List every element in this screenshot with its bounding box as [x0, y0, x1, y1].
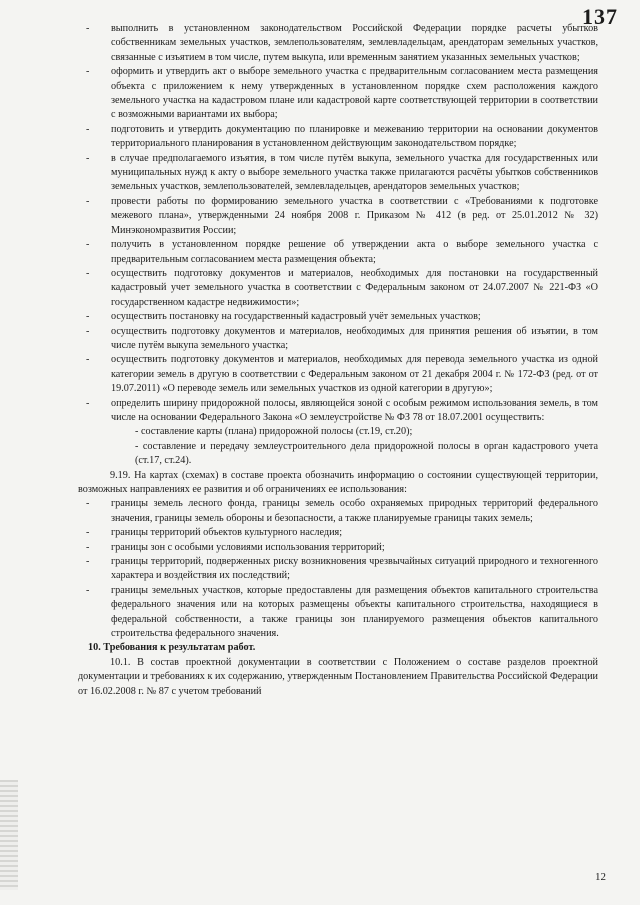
- list-item: - оформить и утвердить акт о выборе земельного участка с предварительным согласованием места размещения объекта с приложением к нему утвержденных в установленном порядке схем расположения каждого земельного участка на кадастровом плане или кадастровой карте соответствующей территории в соответствии с возможными вариантами их выбора;: [78, 65, 598, 123]
- sub-list-item: - составление и передачу землеустроительного дела придорожной полосы в орган кадастрового учета (ст.17, ст.24).: [135, 440, 598, 467]
- requirements-list: [78, 22, 598, 425]
- list-item: - границы территорий объектов культурного наследия;: [78, 526, 598, 540]
- footer-page-number: 12: [595, 871, 606, 883]
- list-item: - осуществить подготовку документов и материалов, необходимых для перевода земельного участка из одной категории земель в другую в соответствии с Федеральным законом от 21 декабря 2004 г. № 172-ФЗ (ред. от от 19.07.2011) «О переводе земель или земельных участков из одной категории в другую»;: [78, 353, 598, 396]
- list-item: - границы зон с особыми условиями использования территорий;: [78, 541, 598, 555]
- list-item: - границы земель лесного фонда, границы земель особо охраняемых природных территорий федерального значения, границы земель обороны и безопасности, а также планируемые границы таких земель;: [78, 497, 598, 526]
- list-item: - осуществить подготовку документов и материалов, необходимых для постановки на государственный кадастровый учет земельного участка в соответствии с Федеральным законом от 24.07.2007 № 221-ФЗ «О государственном кадастре недвижимости»;: [78, 267, 598, 310]
- map-boundaries-list: [78, 497, 598, 641]
- list-item: - определить ширину придорожной полосы, являющейся зоной с особым режимом использования земель, в том числе на основании Федерального Закона «О землеустройстве № ФЗ 78 от 18.07.2001 осуществить:: [78, 397, 598, 426]
- paragraph-9-19: 9.19. На картах (схемах) в составе проекта обозначить информацию о состоянии существующей территории, возможных направлениях ее развития и об ограничениях ее использования:: [78, 469, 598, 495]
- sub-items-list: [78, 425, 598, 468]
- list-item: - провести работы по формированию земельного участка в соответствии с «Требованиями к подготовке межевого плана», утвержденными 24 ноября 2008 г. Приказом № 412 (в ред. от 25.01.2012 № 32) Минэкономразвития России;: [78, 195, 598, 238]
- document-body: [78, 22, 598, 699]
- list-item: - осуществить подготовку документов и материалов, необходимых для принятия решения об изъятии, в том числе путём выкупа земельного участка;: [78, 325, 598, 354]
- scan-margin-artifact: [0, 780, 18, 890]
- list-item: - в случае предполагаемого изъятия, в том числе путём выкупа, земельного участка для государственных или муниципальных нужд к акту о выборе земельного участка также прилагаются расчёты убытков собственников земельных участков, землепользователей, землевладельцев, арендаторов земельных участков;: [78, 152, 598, 195]
- list-item: - подготовить и утвердить документацию по планировке и межеванию территории на основании документов территориального планирования в установленном действующим законодательством порядке;: [78, 123, 598, 152]
- section-heading: 10. Требования к результатам работ.: [88, 642, 256, 654]
- paragraph-10-1: 10.1. В состав проектной документации в соответствии с Положением о составе разделов проектной документации и требованиях к их содержанию, утвержденным Постановлением Правительства Российской Федерации от 16.02.2008 г. № 87 с учетом требований: [78, 656, 598, 697]
- list-item: - границы земельных участков, которые предоставлены для размещения объектов капитального строительства федерального значения или на которых размещены объекты капитального строительства, находящиеся в федеральной собственности, а также границы зон планируемого размещения объектов капитального строительства федерального значения.: [78, 584, 598, 642]
- list-item: - границы территорий, подверженных риску возникновения чрезвычайных ситуаций природного и техногенного характера и воздействия их последствий;: [78, 555, 598, 584]
- list-item: - получить в установленном порядке решение об утверждении акта о выборе земельного участка с предварительным согласованием места размещения объекта;: [78, 238, 598, 267]
- page-stamp-number: 137: [582, 4, 618, 29]
- list-item: - осуществить постановку на государственный кадастровый учёт земельных участков;: [78, 310, 598, 324]
- sub-list-item: - составление карты (плана) придорожной полосы (ст.19, ст.20);: [135, 426, 413, 438]
- list-item: - выполнить в установленном законодательством Российской Федерации порядке расчеты убытков собственникам земельных участков, землепользователям, землевладельцам, арендаторам земельных участков, связанные с изъятием в том числе, путем выкупа, или временным занятием указанных земельных участков;: [78, 22, 598, 65]
